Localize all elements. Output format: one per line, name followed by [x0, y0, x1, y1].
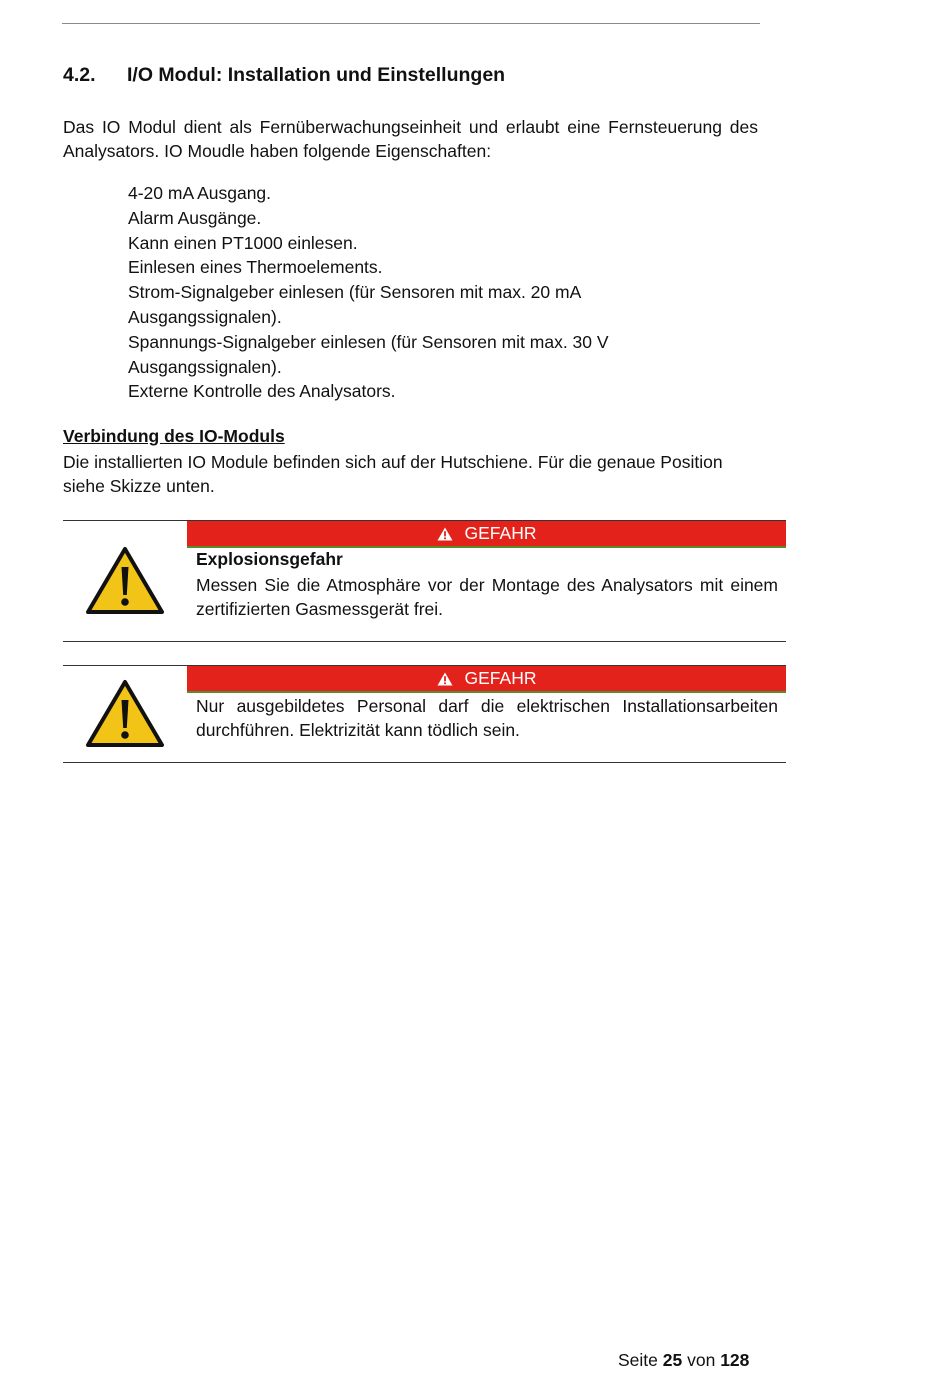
connection-heading: Verbindung des IO-Moduls: [63, 426, 285, 446]
connection-text: Die installierten IO Module befinden sich auf der Hutschiene. Für die genaue Position siehe Skizze unten.: [63, 452, 723, 496]
small-warning-triangle-icon: [437, 672, 453, 686]
danger-notice-explosion: [63, 520, 786, 642]
section-heading: [63, 64, 505, 87]
section-title: I/O Modul: Installation und Einstellungen: [127, 64, 506, 86]
danger-notice-electrical: [63, 665, 786, 763]
footer-prefix: Seite: [618, 1350, 658, 1370]
feature-item: Alarm Ausgänge.: [128, 207, 262, 228]
intro-paragraph: Das IO Modul dient als Fernüberwachungseinheit und erlaubt eine Fernsteuerung des Analysators. IO Moudle haben folgende Eigenschaften:: [63, 117, 758, 161]
danger-label: GEFAHR: [464, 668, 537, 688]
notice-bottom-rule: [63, 762, 786, 763]
danger-label: GEFAHR: [464, 523, 537, 543]
feature-item: Externe Kontrolle des Analysators.: [128, 381, 396, 402]
page-footer: [618, 1350, 749, 1371]
small-warning-triangle-icon: [437, 527, 453, 541]
danger-header: [187, 521, 786, 548]
feature-list: [128, 181, 668, 404]
warning-triangle-icon: [85, 545, 165, 615]
current-page-number: 25: [662, 1350, 683, 1370]
notice-title: Explosionsgefahr: [196, 549, 343, 569]
warning-triangle-icon: [85, 678, 165, 748]
section-number: 4.2.: [63, 64, 96, 86]
feature-item: Spannungs-Signalgeber einlesen (für Sensoren mit max. 30 V Ausgangssignalen).: [128, 331, 609, 377]
feature-item: Einlesen eines Thermoelements.: [128, 257, 383, 278]
feature-item: 4-20 mA Ausgang.: [128, 183, 272, 203]
total-page-count: 128: [720, 1350, 750, 1370]
notice-text: Messen Sie die Atmosphäre vor der Montage des Analysators mit einem zertifizierten Gasmessgerät frei.: [196, 575, 778, 619]
notice-text: Nur ausgebildetes Personal darf die elektrischen Installationsarbeiten durchführen. Elektrizität kann tödlich sein.: [196, 696, 778, 740]
top-rule: [62, 23, 760, 24]
footer-middle: von: [687, 1350, 716, 1370]
notice-bottom-rule: [63, 641, 786, 642]
danger-header: [187, 666, 786, 693]
feature-item: Kann einen PT1000 einlesen.: [128, 232, 358, 253]
feature-item: Strom-Signalgeber einlesen (für Sensoren mit max. 20 mA Ausgangssignalen).: [128, 282, 581, 327]
